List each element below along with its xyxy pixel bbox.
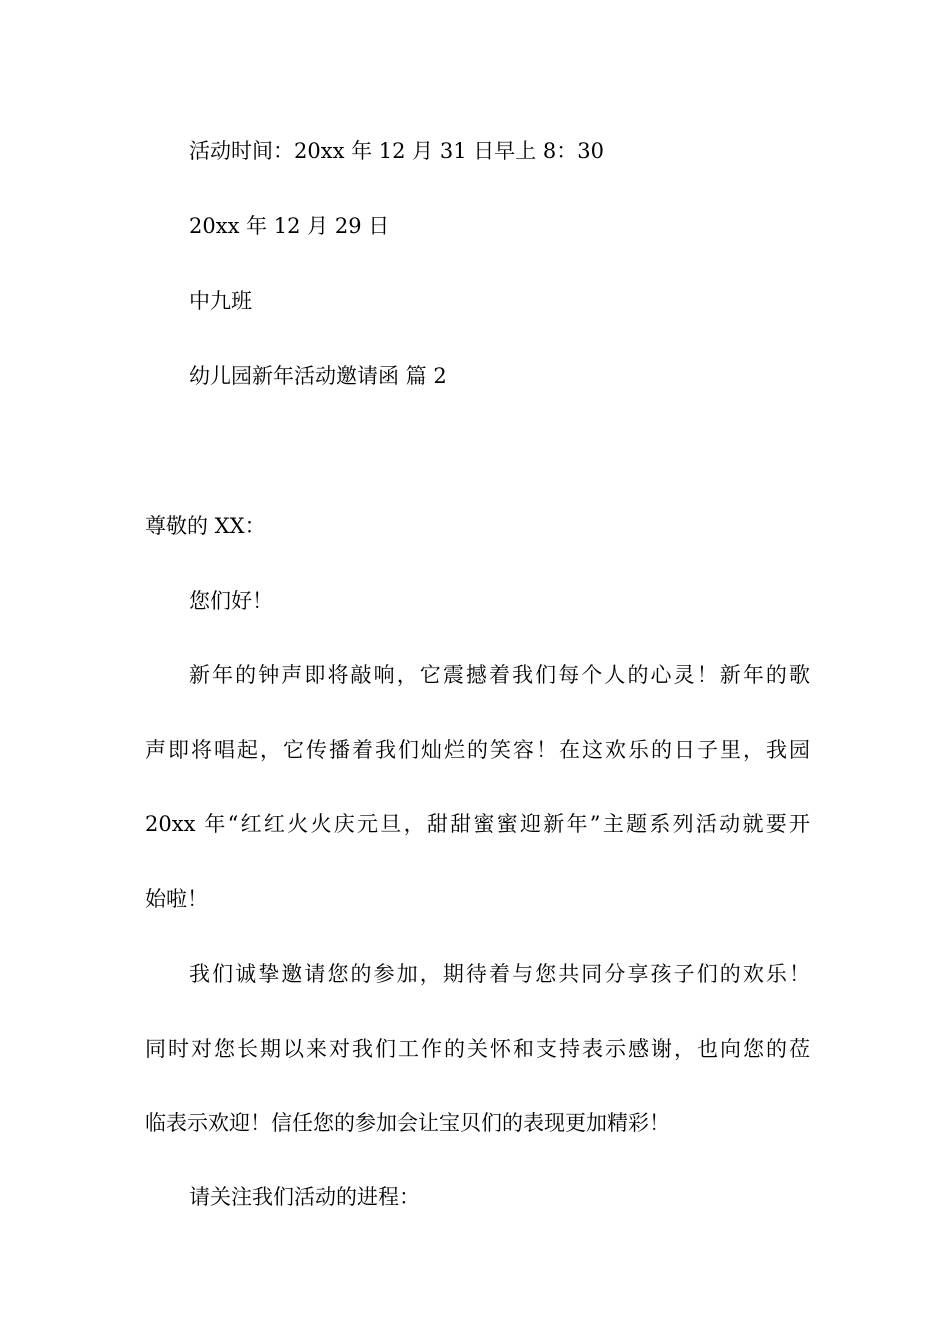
- salutation: 尊敬的 XX：: [145, 514, 266, 538]
- paragraph-3-line-1: 请关注我们活动的进程：: [189, 1185, 420, 1209]
- paragraph-1-line-3: 20xx 年“红红火火庆元旦，甜甜蜜蜜迎新年”主题系列活动就要开: [145, 812, 810, 836]
- paragraph-1-line-2: 声即将唱起，它传播着我们灿烂的笑容！在这欢乐的日子里，我园: [145, 738, 810, 762]
- paragraph-2-line-2: 同时对您长期以来对我们工作的关怀和支持表示感谢，也向您的莅: [145, 1037, 810, 1061]
- paragraph-1-line-4: 始啦！: [145, 887, 208, 911]
- paragraph-1-line-1: 新年的钟声即将敲响，它震撼着我们每个人的心灵！新年的歌: [189, 663, 810, 687]
- class-name-line: 中九班: [189, 289, 252, 313]
- section-title: 幼儿园新年活动邀请函 篇 2: [189, 364, 447, 388]
- date-line: 20xx 年 12 月 29 日: [189, 214, 390, 238]
- activity-time-line: 活动时间：20xx 年 12 月 31 日早上 8：30: [189, 139, 604, 163]
- paragraph-2-line-1: 我们诚挚邀请您的参加，期待着与您共同分享孩子们的欢乐！: [189, 962, 810, 986]
- paragraph-2-line-3: 临表示欢迎！信任您的参加会让宝贝们的表现更加精彩！: [145, 1111, 670, 1135]
- greeting: 您们好！: [189, 589, 273, 613]
